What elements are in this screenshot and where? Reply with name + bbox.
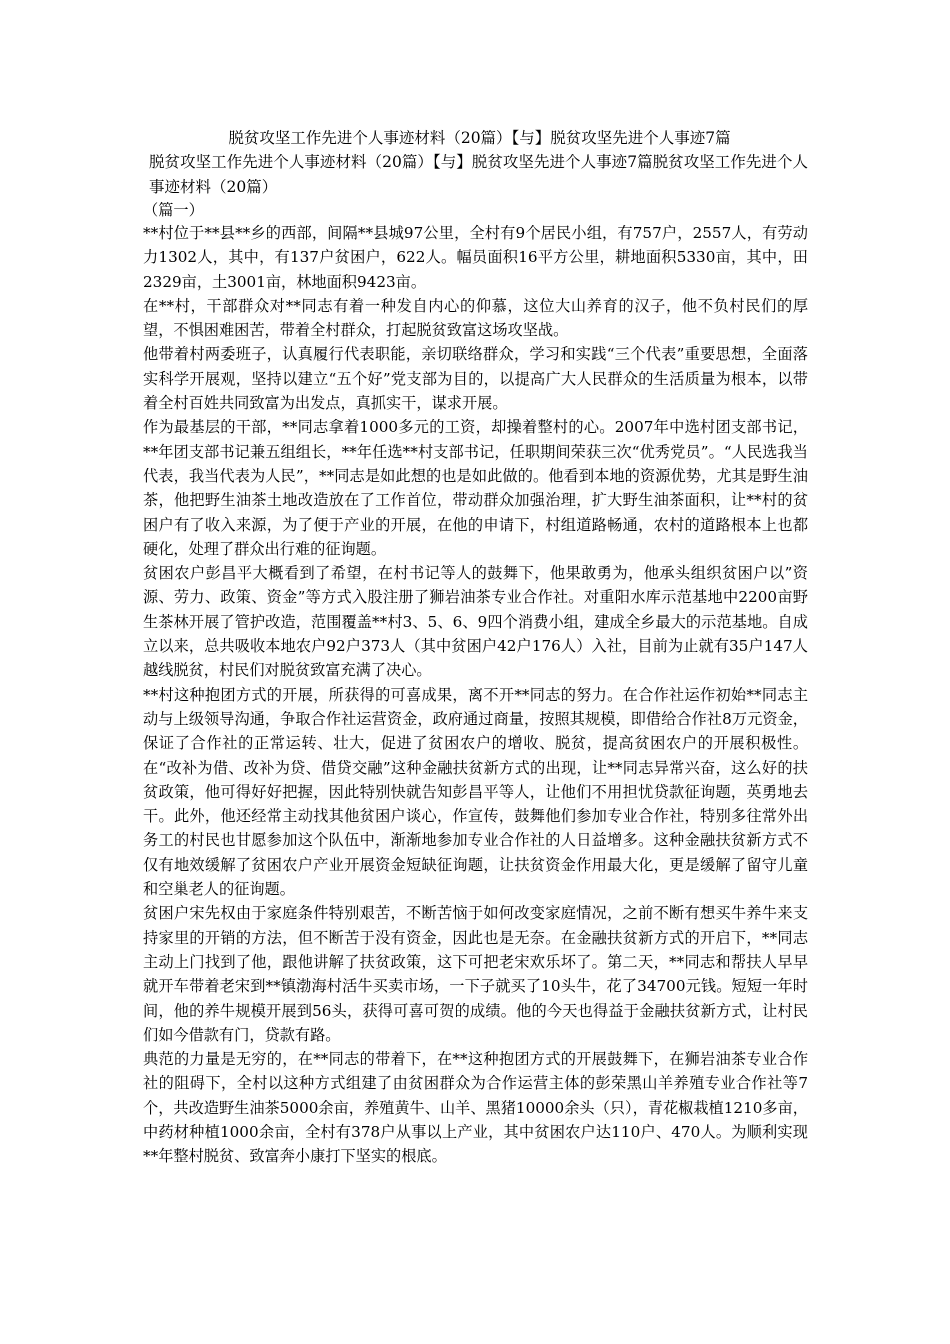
paragraph-2: 在**村，干部群众对**同志有着一种发自内心的仰慕，这位大山养育的汉子，他不负村民们的厚望，不惧困难困苦，带着全村群众，打起脱贫致富这场攻坚战。 (143, 296, 808, 340)
section-label: （篇一） (143, 201, 204, 219)
document-title: 脱贫攻坚工作先进个人事迹材料（20篇）【与】脱贫攻坚先进个人事迹7篇 (228, 129, 731, 147)
paragraph-6: **村这种抱团方式的开展，所获得的可喜成果，离不开**同志的努力。在合作社运作初始**同志主动与上级领导沟通，争取合作社运营资金，政府通过商量，按照其规模，即借给合作社8万元资金，保证了合作社的正常运转、壮大，促进了贫困农户的增收、脱贫，提高贫困农户的开展积极性。在“改补为借、改补为贷、借贷交融”这种金融扶贫新方式的出现，让**同志异常兴奋，这么好的扶贫政策，他可得好好把握，因此特别快就告知彭昌平等人，让他们不用担忧贷款征询题，英勇地去干。此外，他还经常主动找其他贫困户谈心，作宣传，鼓舞他们参加专业合作社，特别多往常外出务工的村民也甘愿参加这个队伍中，渐渐地参加专业合作社的人日益增多。这种金融扶贫新方式不仅有地效缓解了贫困农户产业开展资金短缺征询题，让扶贫资金作用最大化，更是缓解了留守儿童和空巢老人的征询题。 (143, 685, 808, 899)
document-subtitle: 脱贫攻坚工作先进个人事迹材料（20篇）【与】脱贫攻坚先进个人事迹7篇脱贫攻坚工作先进个人事迹材料（20篇） (149, 153, 808, 196)
paragraph-7: 贫困户宋先权由于家庭条件特别艰苦，不断苦恼于如何改变家庭情况，之前不断有想买牛养牛来支持家里的开销的方法，但不断苦于没有资金，因此也是无奈。在金融扶贫新方式的开启下，**同志主动上门找到了他，跟他讲解了扶贫政策，这下可把老宋欢乐坏了。第二天，**同志和帮扶人早早就开车带着老宋到**镇渤海村活牛买卖市场，一下子就买了10头牛，花了34700元钱。短短一年时间，他的养牛规模开展到56头，获得可喜可贺的成绩。他的今天也得益于金融扶贫新方式，让村民们如今借款有门，贷款有路。 (143, 904, 808, 1044)
paragraph-8: 典范的力量是无穷的，在**同志的带着下，在**这种抱团方式的开展鼓舞下，在狮岩油茶专业合作社的阻碍下，全村以这种方式组建了由贫困群众为合作运营主体的彭荣黑山羊养殖专业合作社等7个，共改造野生油茶5000余亩，养殖黄牛、山羊、黑猪10000余头（只），青花椒栽植1210多亩，中药材种植1000余亩，全村有378户从事以上产业，其中贫困农户达110户、470人。为顺利实现**年整村脱贫、致富奔小康打下坚实的根底。 (143, 1050, 808, 1166)
paragraph-5: 贫困农户彭昌平大概看到了希望，在村书记等人的鼓舞下，他果敢勇为，他承头组织贫困户以”资源、劳力、政策、资金”等方式入股注册了狮岩油茶专业合作社。对重阳水库示范基地中2200亩野生茶林开展了管护改造，范围覆盖**村3、5、6、9四个消费小组，建成全乡最大的示范基地。自成立以来，总共吸收本地农户92户373人（其中贫困户42户176人）入社，目前为止就有35户147人越线脱贫，村民们对脱贫致富充满了决心。 (143, 564, 808, 680)
document-body (143, 126, 808, 1169)
paragraph-1: **村位于**县**乡的西部，间隔**县城97公里，全村有9个居民小组，有757户，2557人，有劳动力1302人，其中，有137户贫困户，622人。幅员面积16平方公里，耕地面积5330亩，其中，田2329亩，土3001亩，林地面积9423亩。 (143, 224, 808, 291)
paragraph-4: 作为最基层的干部，**同志拿着1000多元的工资，却操着整村的心。2007年中选村团支部书记，**年团支部书记兼五组组长，**年任选**村支部书记，任职期间荣获三次“优秀党员”。“人民选我当代表，我当代表为人民”，**同志是如此想的也是如此做的。他看到本地的资源优势，尤其是野生油茶，他把野生油茶土地改造放在了工作首位，带动群众加强治理，扩大野生油茶面积，让**村的贫困户有了收入来源，为了便于产业的开展，在他的申请下，村组道路畅通，农村的道路根本上也都硬化，处理了群众出行难的征询题。 (143, 418, 808, 558)
paragraph-3: 他带着村两委班子，认真履行代表职能，亲切联络群众，学习和实践“三个代表”重要思想，全面落实科学开展观，坚持以建立“五个好”党支部为目的，以提高广大人民群众的生活质量为根本，以带着全村百姓共同致富为出发点，真抓实干，谋求开展。 (143, 345, 808, 413)
